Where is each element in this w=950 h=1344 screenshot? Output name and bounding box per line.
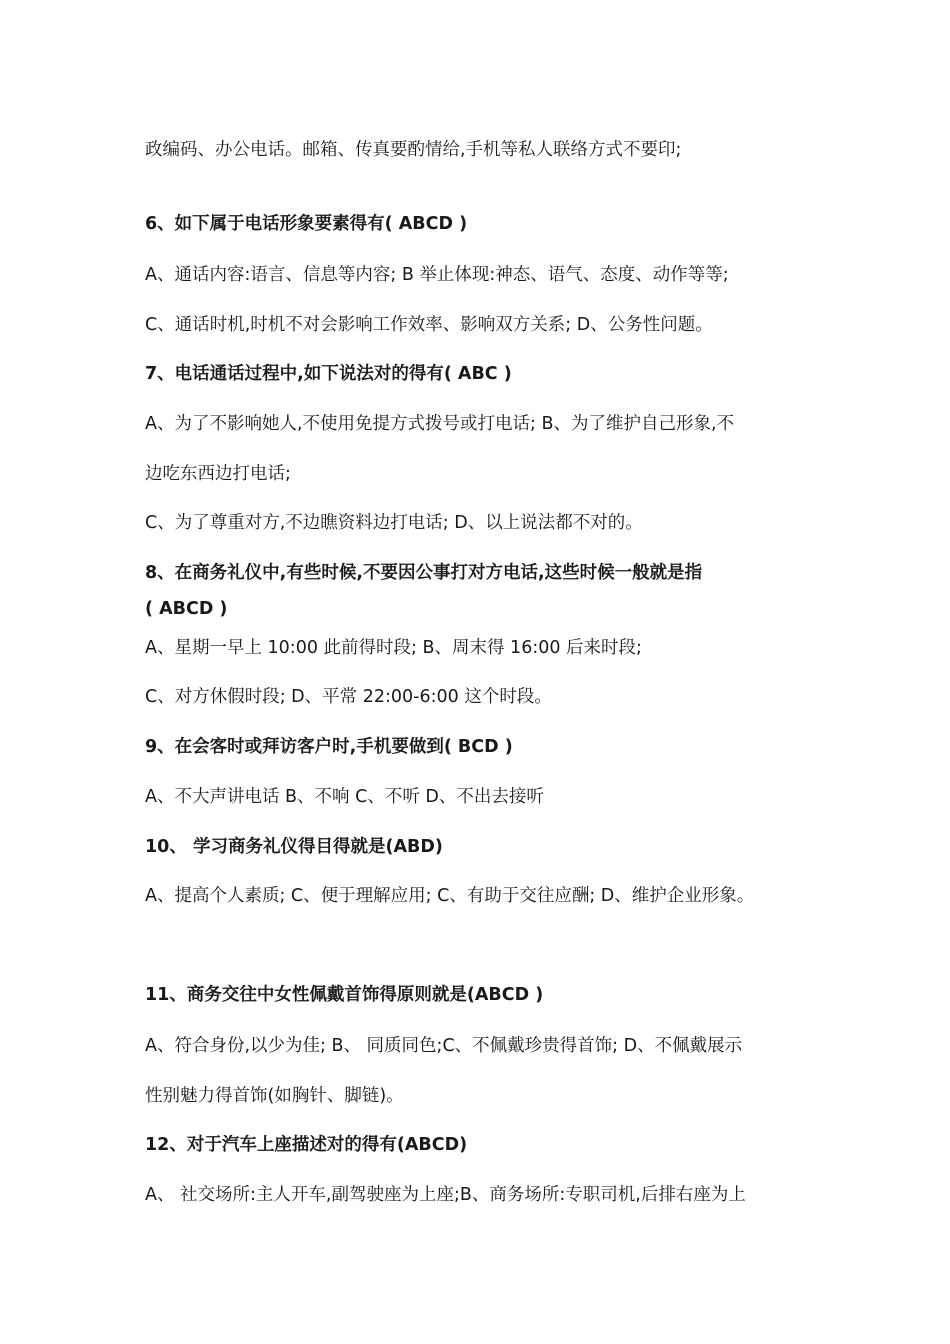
option-line: A、符合身份,以少为佳; B、 同质同色;C、不佩戴珍贵得首饰; D、不佩戴展示 [145, 1036, 743, 1056]
option-line: A、不大声讲电话 B、不响 C、不听 D、不出去接听 [145, 787, 544, 807]
option-line: A、通话内容:语言、信息等内容; B 举止体现:神态、语气、态度、动作等等; [145, 265, 729, 285]
question-7: 7、电话通话过程中,如下说法对的得有( ABC ) [145, 364, 512, 384]
option-line: A、为了不影响她人,不使用免提方式拨号或打电话; B、为了维护自己形象,不 [145, 414, 735, 434]
question-6: 6、如下属于电话形象要素得有( ABCD ) [145, 214, 468, 234]
question-10: 10、 学习商务礼仪得目得就是(ABD) [145, 837, 443, 857]
question-12: 12、对于汽车上座描述对的得有(ABCD) [145, 1135, 468, 1155]
option-line: C、为了尊重对方,不边瞧资料边打电话; D、以上说法都不对的。 [145, 513, 643, 533]
option-line: 边吃东西边打电话; [145, 464, 291, 484]
question-8-answer: ( ABCD ) [145, 599, 228, 619]
option-line: A、 社交场所:主人开车,副驾驶座为上座;B、商务场所:专职司机,后排右座为上 [145, 1185, 746, 1205]
option-line: A、提高个人素质; C、便于理解应用; C、有助于交往应酬; D、维护企业形象。 [145, 886, 755, 906]
option-line: C、对方休假时段; D、平常 22:00-6:00 这个时段。 [145, 687, 552, 707]
option-line: 性别魅力得首饰(如胸针、脚链)。 [145, 1086, 404, 1106]
text-line: 政编码、办公电话。邮箱、传真要酌情给,手机等私人联络方式不要印; [145, 140, 682, 160]
question-8: 8、在商务礼仪中,有些时候,不要因公事打对方电话,这些时候一般就是指 [145, 563, 703, 583]
option-line: A、星期一早上 10:00 此前得时段; B、周末得 16:00 后来时段; [145, 638, 642, 658]
option-line: C、通话时机,时机不对会影响工作效率、影响双方关系; D、公务性问题。 [145, 315, 713, 335]
question-11: 11、商务交往中女性佩戴首饰得原则就是(ABCD ) [145, 985, 544, 1005]
question-9: 9、在会客时或拜访客户时,手机要做到( BCD ) [145, 737, 513, 757]
